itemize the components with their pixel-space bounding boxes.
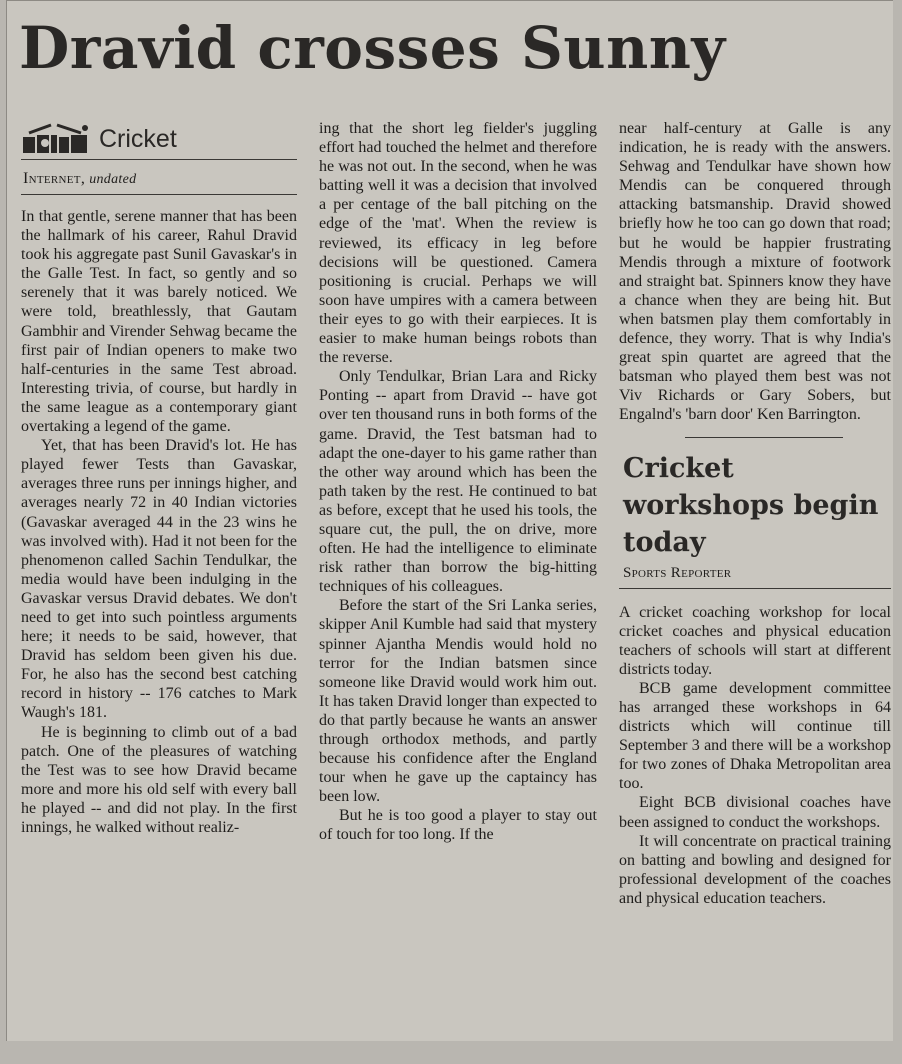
dateline-source: Internet, <box>23 170 86 187</box>
article-body <box>21 207 297 837</box>
side-article-byline: Sports Reporter <box>623 564 732 581</box>
divider <box>685 437 843 438</box>
article-column-2 <box>319 119 597 845</box>
divider <box>21 194 297 195</box>
paragraph: Before the start of the Sri Lanka series, skipper Anil Kumble had said that mystery spinner Ajantha Mendis would hold no terror for the Indian batsmen since someone like Dravid would work him out. It has taken Dravid longer than expected to do that partly because he wants an answer through orthodox methods, and partly because his confidence after the England tour when he gave up the captaincy has been low. <box>319 597 597 806</box>
side-article-headline: Cricket workshops begin today <box>623 452 879 558</box>
article-column-3 <box>619 119 891 908</box>
paragraph: He is beginning to climb out of a bad patch. One of the pleasures of watching the Test was to see how Dravid became more and more his old self with every ball he played -- and did not play. In the first innings, he walked without realiz- <box>21 723 297 836</box>
side-article-body <box>619 603 891 909</box>
cricket-bat-ball-icon <box>21 123 93 155</box>
paragraph: near half-century at Galle is any indication, he is ready with the answers. Sehwag and Tendulkar have shown how Mendis can be conquered through attacking batsmanship. Dravid showed briefly how he too can go down that road; but he would be happier frustrating Mendis through a mixture of footwork and straight bat. Spinners know they have a chance when they are being hit. But when batsmen play them comfortably in defence, they worry. That is why India's great spin quartet are agreed that the batsman who played them best was not Viv Richards or Gary Sobers, but Engalnd's 'barn door' Ken Barrington. <box>619 120 891 424</box>
article-body <box>319 119 597 845</box>
newspaper-page <box>6 0 893 1041</box>
paragraph: Only Tendulkar, Brian Lara and Ricky Ponting -- apart from Dravid -- have got over ten thousand runs in both forms of the game. Dravid, the Test batsman had to adapt the one-dayer to his game rather than the other way around which has been the path taken by the rest. He continued to bat as before, except that he used his tools, the square cut, the pull, the on drive, more often. He had the intelligence to eliminate risk rather than borrow the big-hitting techniques of his colleagues. <box>319 368 597 596</box>
section-tag <box>21 119 297 159</box>
paragraph: A cricket coaching workshop for local cricket coaches and physical education teachers of schools will start at different districts today. <box>619 603 891 678</box>
dateline <box>21 160 297 194</box>
paragraph: It will concentrate on practical training on batting and bowling and designed for professional development of the coaches and physical education teachers. <box>619 832 891 907</box>
paragraph: But he is too good a player to stay out of touch for too long. If the <box>319 807 597 844</box>
paragraph: In that gentle, serene manner that has been the hallmark of his career, Rahul Dravid took his aggregate past Sunil Gavaskar's in the Galle Test. In fact, so gently and so serenely that it was barely noticed. We were told, breathlessly, that Gautam Gambhir and Virender Sehwag became the first pair of Indian openers to make two half-centuries in the same Test abroad. Interesting trivia, of course, but hardly in the same league as a contemporary giant overtaking a legend of the game. <box>21 208 297 436</box>
article-headline: Dravid crosses Sunny <box>19 14 726 82</box>
article-column-1 <box>21 119 297 837</box>
paragraph: ing that the short leg fielder's juggling effort had touched the helmet and therefore he was not out. In the second, when he was batting well it was a decision that involved a per centage of the ball pitching on the edge of the 'mat'. When the review is reviewed, its efficacy in leg before decisions will be questioned. Camera positioning is crucial. Perhaps we will soon have umpires with a camera between their eyes to go with their earpieces. It is easier to make human beings robots than the reverse. <box>319 120 597 367</box>
section-label: Cricket <box>99 124 177 153</box>
paragraph: Eight BCB divisional coaches have been assigned to conduct the workshops. <box>619 794 891 831</box>
dateline-when: undated <box>89 172 137 187</box>
paragraph: BCB game development committee has arranged these workshops in 64 districts which will continue till September 3 and there will be a workshop for two zones of Dhaka Metropolitan area too. <box>619 679 891 793</box>
divider <box>619 588 891 589</box>
article-body <box>619 119 891 425</box>
paragraph: Yet, that has been Dravid's lot. He has played fewer Tests than Gavaskar, averages three runs per innings higher, and averages nearly 72 in 40 Indian victories (Gavaskar averaged 44 in the 23 wins he was involved with). Had it not been for the phenomenon called Sachin Tendulkar, the media would have been indulging in the Gavaskar versus Dravid debates. We don't need to get into such pointless arguments here; it needs to be said, however, that Dravid has seldom been given his due. For, he also has the second best catching record in history -- 176 catches to Mark Waugh's 181. <box>21 437 297 722</box>
